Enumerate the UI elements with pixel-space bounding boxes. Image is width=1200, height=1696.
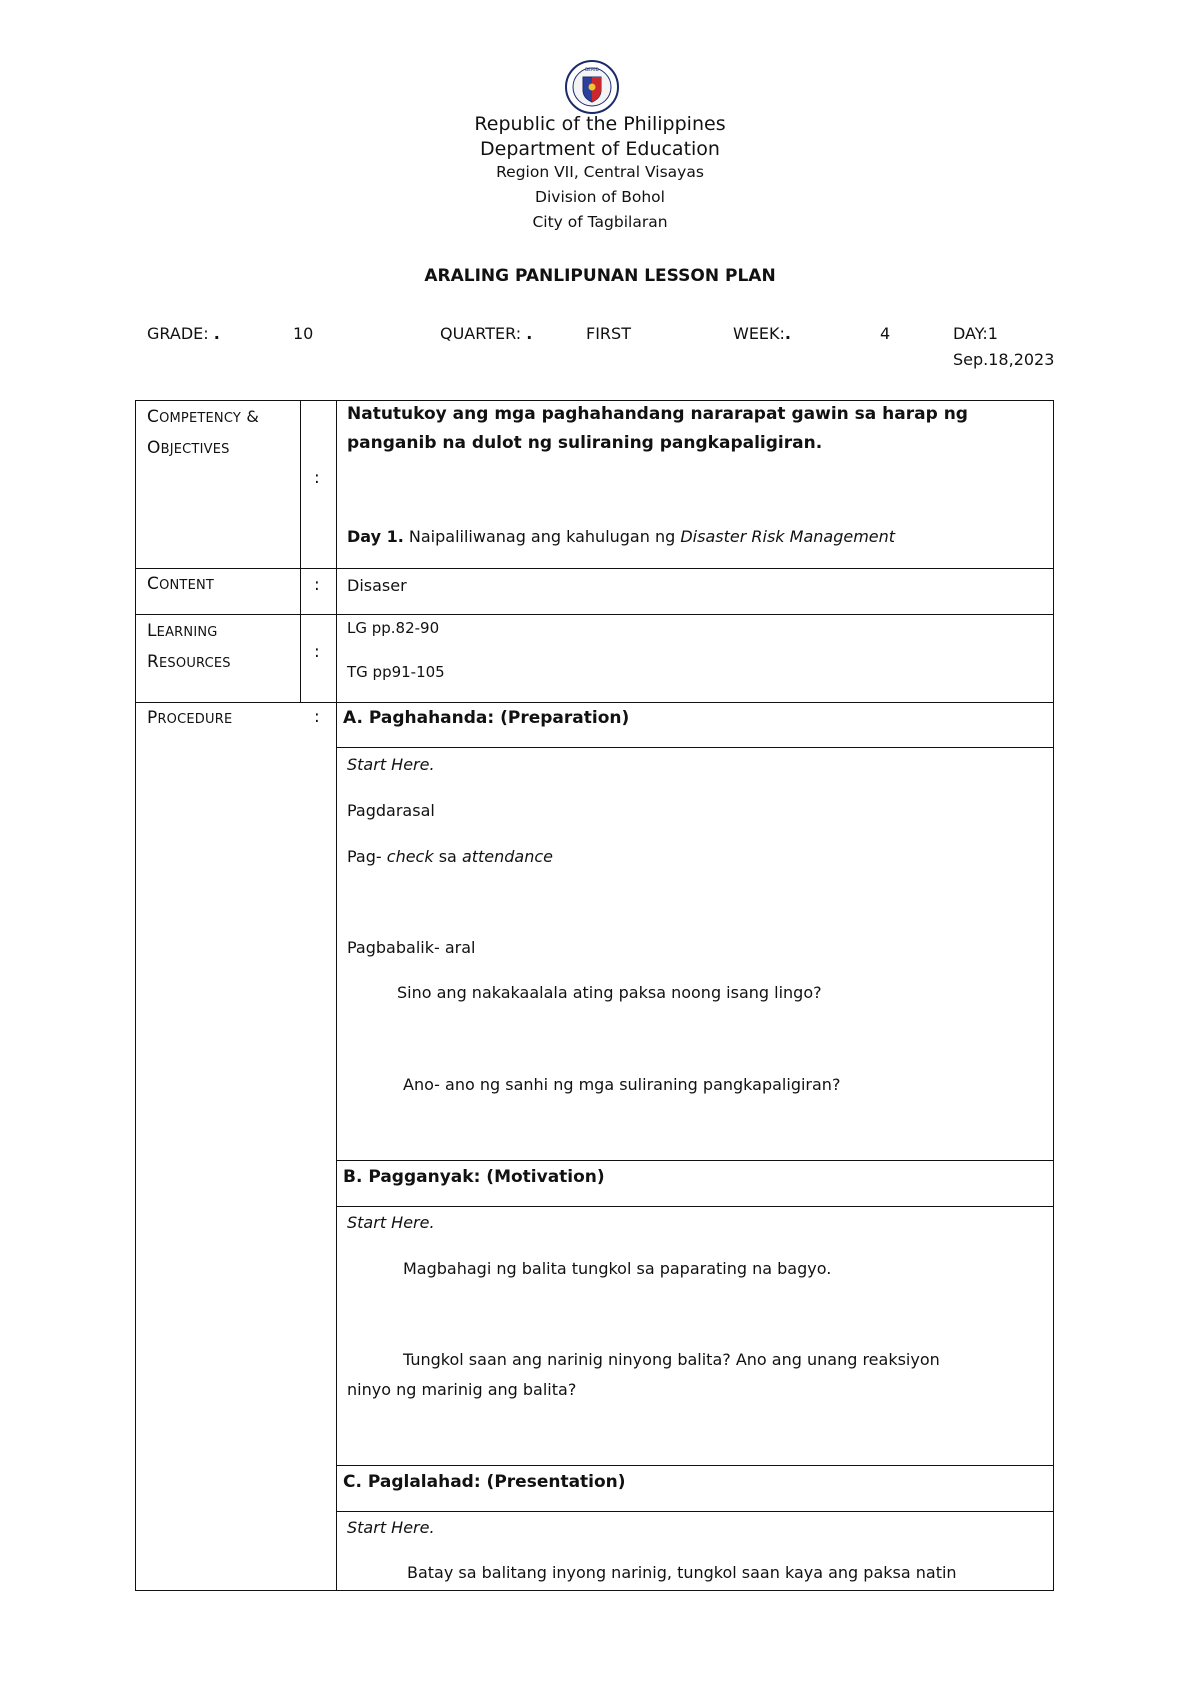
start-here-c: Start Here. [347,1518,435,1537]
row-divider [135,614,1054,615]
row-divider [336,1206,1054,1207]
divider-colon-content [336,400,337,702]
start-here-a: Start Here. [347,755,435,774]
day-objective: Day 1. Naipaliliwanag ang kahulugan ng Disaster Risk Management [347,527,896,546]
prayer-item: Pagdarasal [347,801,435,820]
colon: : [314,575,320,595]
review-question-2: Ano- ano ng sanhi ng mga suliraning pangkapaligiran? [403,1075,841,1094]
review-question-1: Sino ang nakakaalala ating paksa noong isang lingo? [397,983,822,1002]
colon: : [314,642,320,662]
row-divider [336,1160,1054,1161]
row-divider [135,568,1054,569]
section-b-title: B. Pagganyak: (Motivation) [343,1167,605,1187]
lesson-date: Sep.18,2023 [953,350,1055,369]
divider-label-colon [300,400,301,702]
deped-seal-logo [565,60,619,114]
svg-text:DEPED: DEPED [585,67,599,72]
department-line: Department of Education [480,138,720,160]
motivation-text-2: Tungkol saan ang narinig ninyong balita? Ano ang unang reaksiyon ninyo ng marinig ang balita? [347,1350,940,1399]
city-line: City of Tagbilaran [532,213,668,231]
grade-value: 10 [293,324,314,343]
region-line: Region VII, Central Visayas [496,163,704,181]
quarter-label: QUARTER: . [440,324,533,343]
day-label: DAY:1 [953,324,998,343]
learning-guide-ref: LG pp.82-90 [347,619,440,637]
start-here-b: Start Here. [347,1213,435,1232]
division-line: Division of Bohol [535,188,665,206]
row-divider [336,1465,1054,1466]
competency-label: COMPETENCY & OBJECTIVES [147,407,260,458]
quarter-value: FIRST [586,324,631,343]
review-item: Pagbabalik- aral [347,938,476,957]
procedure-label: PROCEDURE [147,708,233,728]
colon: : [314,707,320,727]
motivation-text-1: Magbahagi ng balita tungkol sa paparating na bagyo. [403,1259,832,1278]
section-c-title: C. Paglalahad: (Presentation) [343,1472,626,1492]
teacher-guide-ref: TG pp91-105 [347,663,445,681]
competency-objective: Natutukoy ang mga paghahandang nararapat gawin sa harap ng panganib na dulot ng suliraning pangkapaligiran. [347,404,968,453]
presentation-text-1: Batay sa balitang inyong narinig, tungkol saan kaya ang paksa natin [407,1563,957,1582]
page-title: ARALING PANLIPUNAN LESSON PLAN [424,266,776,286]
row-divider [135,702,1054,703]
colon: : [314,468,320,488]
week-label: WEEK:. [733,324,791,343]
attendance-item: Pag- check sa attendance [347,847,554,866]
resources-label: LEARNING RESOURCES [147,621,231,672]
divider-procedure-content [336,702,337,1591]
republic-line: Republic of the Philippines [474,113,726,135]
grade-label: GRADE: . [147,324,220,343]
row-divider [336,747,1054,748]
section-a-title: A. Paghahanda: (Preparation) [343,708,630,728]
row-divider [336,1511,1054,1512]
week-value: 4 [880,324,891,343]
content-label: CONTENT [147,574,215,594]
content-value: Disaser [347,576,407,595]
